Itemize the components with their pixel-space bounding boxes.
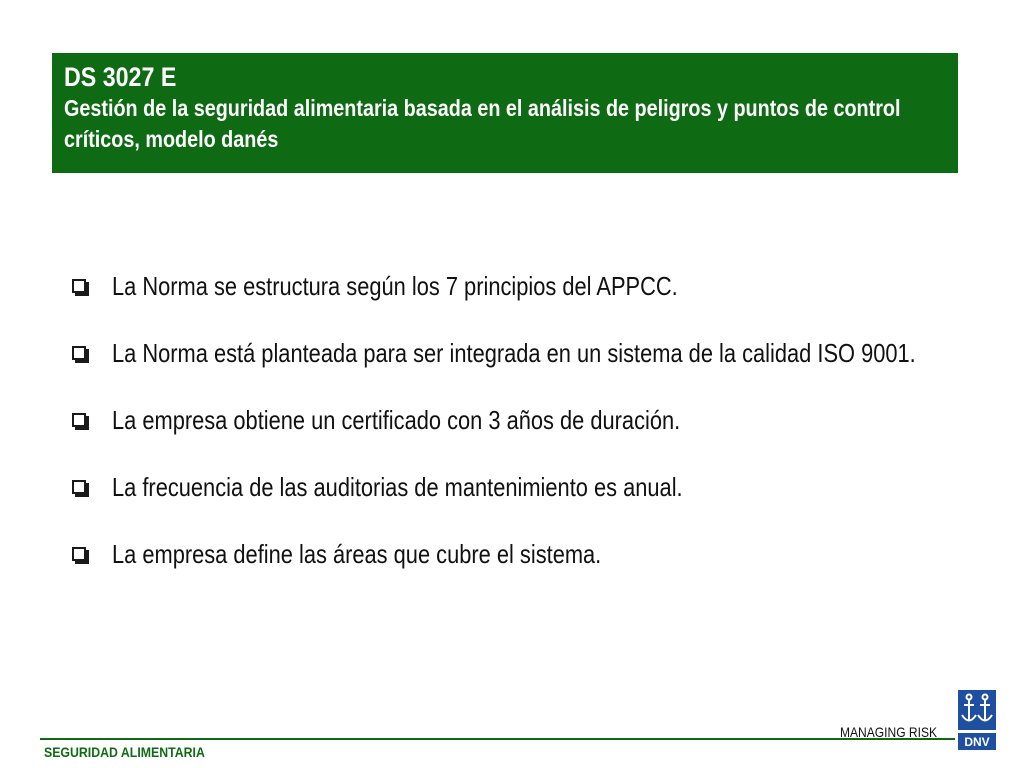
- footer-divider: [40, 738, 955, 740]
- bullet-text: La frecuencia de las auditorias de mantenimiento es anual.: [112, 471, 683, 502]
- checkbox-bullet-icon: [72, 480, 86, 494]
- bullet-text: La empresa define las áreas que cubre el sistema.: [112, 538, 602, 569]
- list-item: [72, 534, 1024, 574]
- list-item: [72, 467, 1024, 507]
- list-item: [72, 400, 1024, 440]
- list-item: [72, 333, 1024, 373]
- list-item: [72, 266, 1024, 306]
- slide-title: DS 3027 E: [64, 62, 177, 92]
- checkbox-bullet-icon: [72, 279, 86, 293]
- logo-text: DNV: [964, 735, 990, 749]
- checkbox-bullet-icon: [72, 413, 86, 427]
- dnv-logo-icon: [958, 690, 996, 750]
- checkbox-bullet-icon: [72, 547, 86, 561]
- bullet-text: La Norma se estructura según los 7 principios del APPCC.: [112, 270, 678, 301]
- bullet-text: La empresa obtiene un certificado con 3 años de duración.: [112, 404, 681, 435]
- slide-subtitle: Gestión de la seguridad alimentaria basada en el análisis de peligros y puntos de control críticos, modelo danés: [64, 95, 901, 152]
- footer-section-label: SEGURIDAD ALIMENTARIA: [44, 744, 205, 760]
- footer-tagline: MANAGING RISK: [840, 724, 938, 740]
- checkbox-bullet-icon: [72, 346, 86, 360]
- bullet-list: [72, 266, 1024, 601]
- title-banner: [52, 53, 958, 173]
- bullet-text: La Norma está planteada para ser integrada en un sistema de la calidad ISO 9001.: [112, 337, 916, 368]
